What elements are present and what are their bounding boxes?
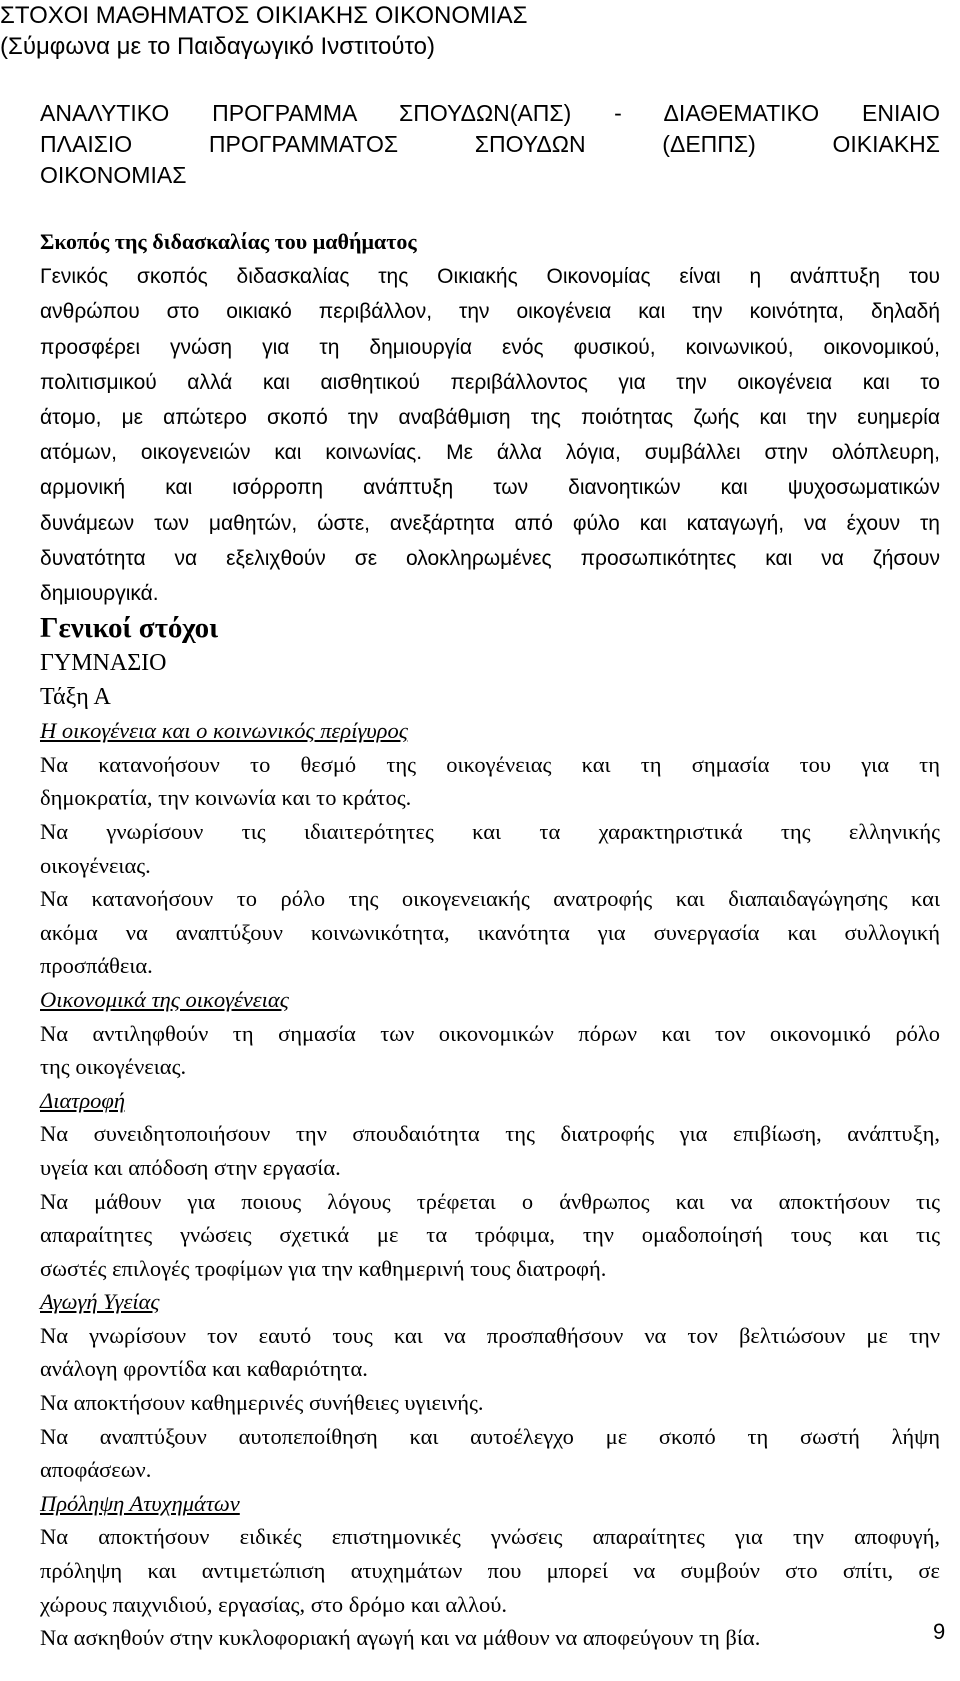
- goals-section: [40, 647, 940, 1655]
- program-heading-line: ΟΙΚΟΝΟΜΙΑΣ: [40, 162, 187, 188]
- aim-line: προσφέρει γνώση για τη δημιουργία ενός φυσικού, κοινωνικού, οικονομικού,: [40, 335, 940, 359]
- goal-line: Να ασκηθούν στην κυκλοφοριακή αγωγή και να μάθουν να αποφεύγουν τη βία.: [40, 1625, 761, 1651]
- goal-line: ανάλογη φροντίδα και καθαριότητα.: [40, 1356, 368, 1382]
- goal-line: πρόληψη και αντιμετώπιση ατυχημάτων που μπορεί να συμβούν στο σπίτι, σε: [40, 1558, 940, 1584]
- aim-line: ανθρώπου στο οικιακό περιβάλλον, την οικογένεια και την κοινότητα, δηλαδή: [40, 300, 940, 324]
- goal-line: Να αντιληφθούν τη σημασία των οικονομικών πόρων και τον οικονομικό ρόλο: [40, 1020, 940, 1046]
- document-title: ΣΤΟΧΟΙ ΜΑΘΗΜΑΤΟΣ ΟΙΚΙΑΚΗΣ ΟΙΚΟΝΟΜΙΑΣ: [0, 2, 528, 29]
- grade-label: Τάξη Α: [40, 683, 111, 710]
- program-heading-line: ΑΝΑΛΥΤΙΚΟ ΠΡΟΓΡΑΜΜΑ ΣΠΟΥΔΩΝ(ΑΠΣ) - ΔΙΑΘΕΜΑΤΙΚΟ ΕΝΙΑΙΟ: [40, 100, 940, 126]
- goal-line: Να αποκτήσουν καθημερινές συνήθειες υγιεινής.: [40, 1390, 484, 1416]
- document-header: [0, 0, 560, 62]
- goal-line: απαραίτητες γνώσεις σχετικά με τα τρόφιμα, την ομαδοποίησή τους και τις: [40, 1222, 940, 1248]
- section-heading-family: Η οικογένεια και ο κοινωνικός περίγυρος: [40, 718, 408, 744]
- goal-line: Να κατανοήσουν το θεσμό της οικογένειας και τη σημασία του για τη: [40, 751, 940, 777]
- goal-line: Να μάθουν για ποιους λόγους τρέφεται ο άνθρωπος και να αποκτήσουν τις: [40, 1188, 940, 1214]
- aim-section: [40, 224, 940, 611]
- goal-line: προσπάθεια.: [40, 953, 153, 979]
- aim-line: δυνατότητα να εξελιχθούν σε ολοκληρωμένες προσωπικότητες και να ζήσουν: [40, 546, 940, 570]
- section-heading-nutrition: Διατροφή: [40, 1087, 125, 1113]
- goal-line: οικογένειας.: [40, 852, 151, 878]
- page-number: 9: [933, 1619, 946, 1644]
- aim-paragraph: [40, 259, 940, 611]
- goal-line: της οικογένειας.: [40, 1054, 187, 1080]
- goal-line: Να γνωρίσουν τον εαυτό τους και να προσπαθήσουν να τον βελτιώσουν με την: [40, 1322, 940, 1348]
- aim-line: άτομο, με απώτερο σκοπό την αναβάθμιση της ποιότητας ζωής και την ευημερία: [40, 406, 940, 430]
- goal-line: Να αποκτήσουν ειδικές επιστημονικές γνώσεις απαραίτητες για την αποφυγή,: [40, 1524, 940, 1550]
- goal-line: χώρους παιχνιδιού, εργασίας, στο δρόμο και αλλού.: [40, 1591, 507, 1617]
- aim-line: Γενικός σκοπός διδασκαλίας της Οικιακής Οικονομίας είναι η ανάπτυξη του: [40, 265, 940, 289]
- goal-line: αποφάσεων.: [40, 1457, 152, 1483]
- school-level: ΓΥΜΝΑΣΙΟ: [40, 650, 167, 676]
- aim-line: δημιουργικά.: [40, 582, 159, 606]
- goal-line: υγεία και απόδοση στην εργασία.: [40, 1154, 341, 1180]
- aim-line: ατόμων, οικογενειών και κοινωνίας. Με άλλα λόγια, συμβάλλει στην ολόπλευρη,: [40, 441, 940, 465]
- section-heading-health: Αγωγή Υγείας: [40, 1289, 160, 1315]
- section-heading-economics: Οικονομικά της οικογένειας: [40, 986, 289, 1012]
- document-subtitle: (Σύμφωνα με το Παιδαγωγικό Ινστιτούτο): [0, 33, 435, 60]
- aim-line: πολιτισμικού αλλά και αισθητικού περιβάλλοντος για την οικογένεια και το: [40, 370, 940, 394]
- program-heading-line: ΠΛΑΙΣΙΟ ΠΡΟΓΡΑΜΜΑΤΟΣ ΣΠΟΥΔΩΝ (ΔΕΠΠΣ) ΟΙΚΙΑΚΗΣ: [40, 131, 940, 157]
- goal-line: ακόμα να αναπτύξουν κοινωνικότητα, ικανότητα για συνεργασία και συλλογική: [40, 919, 940, 945]
- section-heading-accidents: Πρόληψη Ατυχημάτων: [40, 1490, 240, 1516]
- goals-title: Γενικοί στόχοι: [40, 612, 219, 644]
- aim-line: δυνάμεων των μαθητών, ώστε, ανεξάρτητα από φύλο και καταγωγή, να έχουν τη: [40, 511, 940, 535]
- aim-title: Σκοπός της διδασκαλίας του μαθήματος: [40, 229, 417, 254]
- goal-line: δημοκρατία, την κοινωνία και το κράτος.: [40, 785, 412, 811]
- goal-line: Να γνωρίσουν τις ιδιαιτερότητες και τα χαρακτηριστικά της ελληνικής: [40, 818, 940, 844]
- aim-line: αρμονική και ισόρροπη ανάπτυξη των διανοητικών και ψυχοσωματικών: [40, 476, 940, 500]
- program-heading: [40, 98, 940, 191]
- goal-line: Να αναπτύξουν αυτοπεποίθηση και αυτοέλεγχο με σκοπό τη σωστή λήψη: [40, 1423, 940, 1449]
- goal-line: σωστές επιλογές τροφίμων για την καθημερινή τους διατροφή.: [40, 1255, 607, 1281]
- goal-line: Να συνειδητοποιήσουν την σπουδαιότητα της διατροφής για επιβίωση, ανάπτυξη,: [40, 1121, 940, 1147]
- goal-line: Να κατανοήσουν το ρόλο της οικογενειακής ανατροφής και διαπαιδαγώγησης και: [40, 886, 940, 912]
